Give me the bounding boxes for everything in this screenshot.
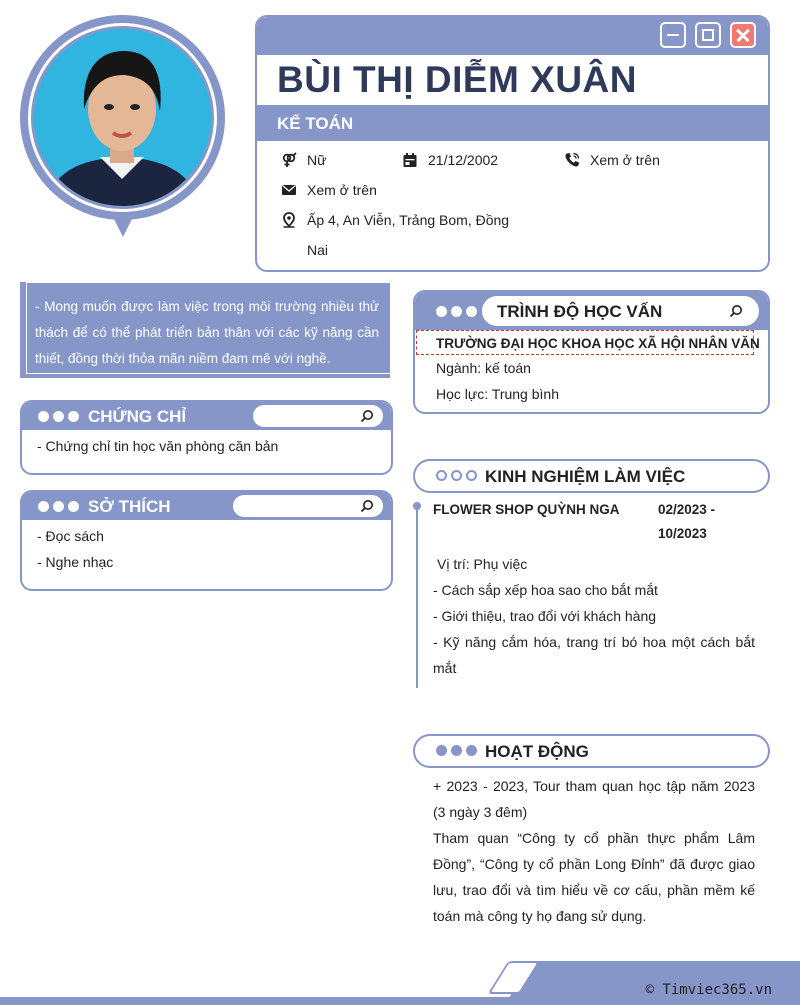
education-card [413,290,770,414]
activities-title: HOẠT ĐỘNG [485,742,589,761]
window-dots [436,306,477,317]
objective-text: - Mong muốn được làm việc trong môi trường nhiều thử thách để có thể phát triển bản thân với các kỹ năng cần thiết, đồng thời thỏa mãn niềm đam mê với nghề. [35,299,379,366]
timeline-dot [413,502,421,510]
hobby-item: - Đọc sách [37,528,104,544]
experience-task: - Giới thiệu, trao đổi với khách hàng [433,608,657,624]
hobby-item: - Nghe nhạc [37,554,114,570]
career-objective [20,282,390,378]
education-grade: Học lực: Trung bình [436,386,559,402]
email-row [281,182,377,198]
company-name: FLOWER SHOP QUỲNH NGA [433,502,620,517]
certificates-card [20,400,393,475]
hobbies-title: SỞ THÍCH [88,497,171,516]
header-card [255,15,770,272]
email-value: Xem ở trên [307,182,377,198]
minimize-icon[interactable] [660,22,686,48]
address-value-line2: Nai [307,242,329,258]
address-row-2 [307,242,328,258]
address-row [281,212,509,228]
maximize-icon[interactable] [695,22,721,48]
experience-title: KINH NGHIỆM LÀM VIỆC [485,467,686,486]
envelope-icon [281,182,297,198]
gender-icon [281,152,297,168]
calendar-icon [402,152,418,168]
work-period-end: 10/2023 [658,526,707,541]
address-value-line1: Ấp 4, An Viễn, Trảng Bom, Đồng [307,212,510,228]
education-title: TRÌNH ĐỘ HỌC VẤN [497,302,663,321]
experience-timeline [416,505,418,688]
job-position: Vị trí: Phụ việc [437,556,528,572]
activity-description: Tham quan “Công ty cổ phần thực phẩm Lâm Đồng”, “Công ty cổ phần Long Đỉnh” đã được giao lưu, trao đổi và tìm hiểu về cơ cấu, phần mềm kế toán mà công ty họ đang sử dụng. [433,830,755,924]
certificate-item: - Chứng chỉ tin học văn phòng căn bản [37,438,279,454]
avatar [20,15,225,220]
close-icon[interactable] [730,22,756,48]
avatar-pointer [111,213,135,237]
job-title: KẾ TOÁN [277,114,354,133]
experience-task: - Kỹ năng cắm hóa, trang trí bó hoa một cách bắt mắt [433,634,755,676]
experience-title-pill [413,459,770,493]
work-period-start: 02/2023 - [658,502,716,517]
hobbies-card [20,490,393,591]
education-major: Ngành: kế toán [436,360,531,376]
activities-title-pill [413,734,770,768]
birthday-value: 21/12/2002 [428,152,499,168]
school-name: TRƯỜNG ĐẠI HỌC KHOA HỌC XÃ HỘI NHÂN VĂN [436,336,760,351]
hobbies-search[interactable] [233,495,383,517]
footer-brand: © Timviec365.vn [645,982,772,998]
activity-headline: + 2023 - 2023, Tour tham quan học tập năm 2023 (3 ngày 3 đêm) [433,778,755,820]
filled-dots [436,745,477,756]
search-icon [360,499,374,513]
job-title-bar [257,105,768,141]
location-pin-icon [281,212,297,228]
experience-task: - Cách sắp xếp hoa sao cho bắt mắt [433,582,658,598]
gender-value: Nữ [307,152,327,168]
outline-dots [436,470,477,481]
window-dots [38,501,79,512]
avatar-ring [28,23,217,212]
phone-value: Xem ở trên [590,152,660,168]
phone-icon [564,152,580,168]
education-header [415,292,768,330]
header-titlebar [257,17,768,55]
search-icon [729,304,743,318]
search-icon [360,409,374,423]
hobbies-header [22,492,391,520]
window-dots [38,411,79,422]
gender-row [281,152,326,168]
certificates-title: CHỨNG CHỈ [88,407,187,426]
phone-row [564,152,660,168]
certificates-search[interactable] [253,405,383,427]
candidate-name: BÙI THỊ DIỄM XUÂN [277,59,637,100]
certificates-header [22,402,391,430]
birthday-row [402,152,498,168]
